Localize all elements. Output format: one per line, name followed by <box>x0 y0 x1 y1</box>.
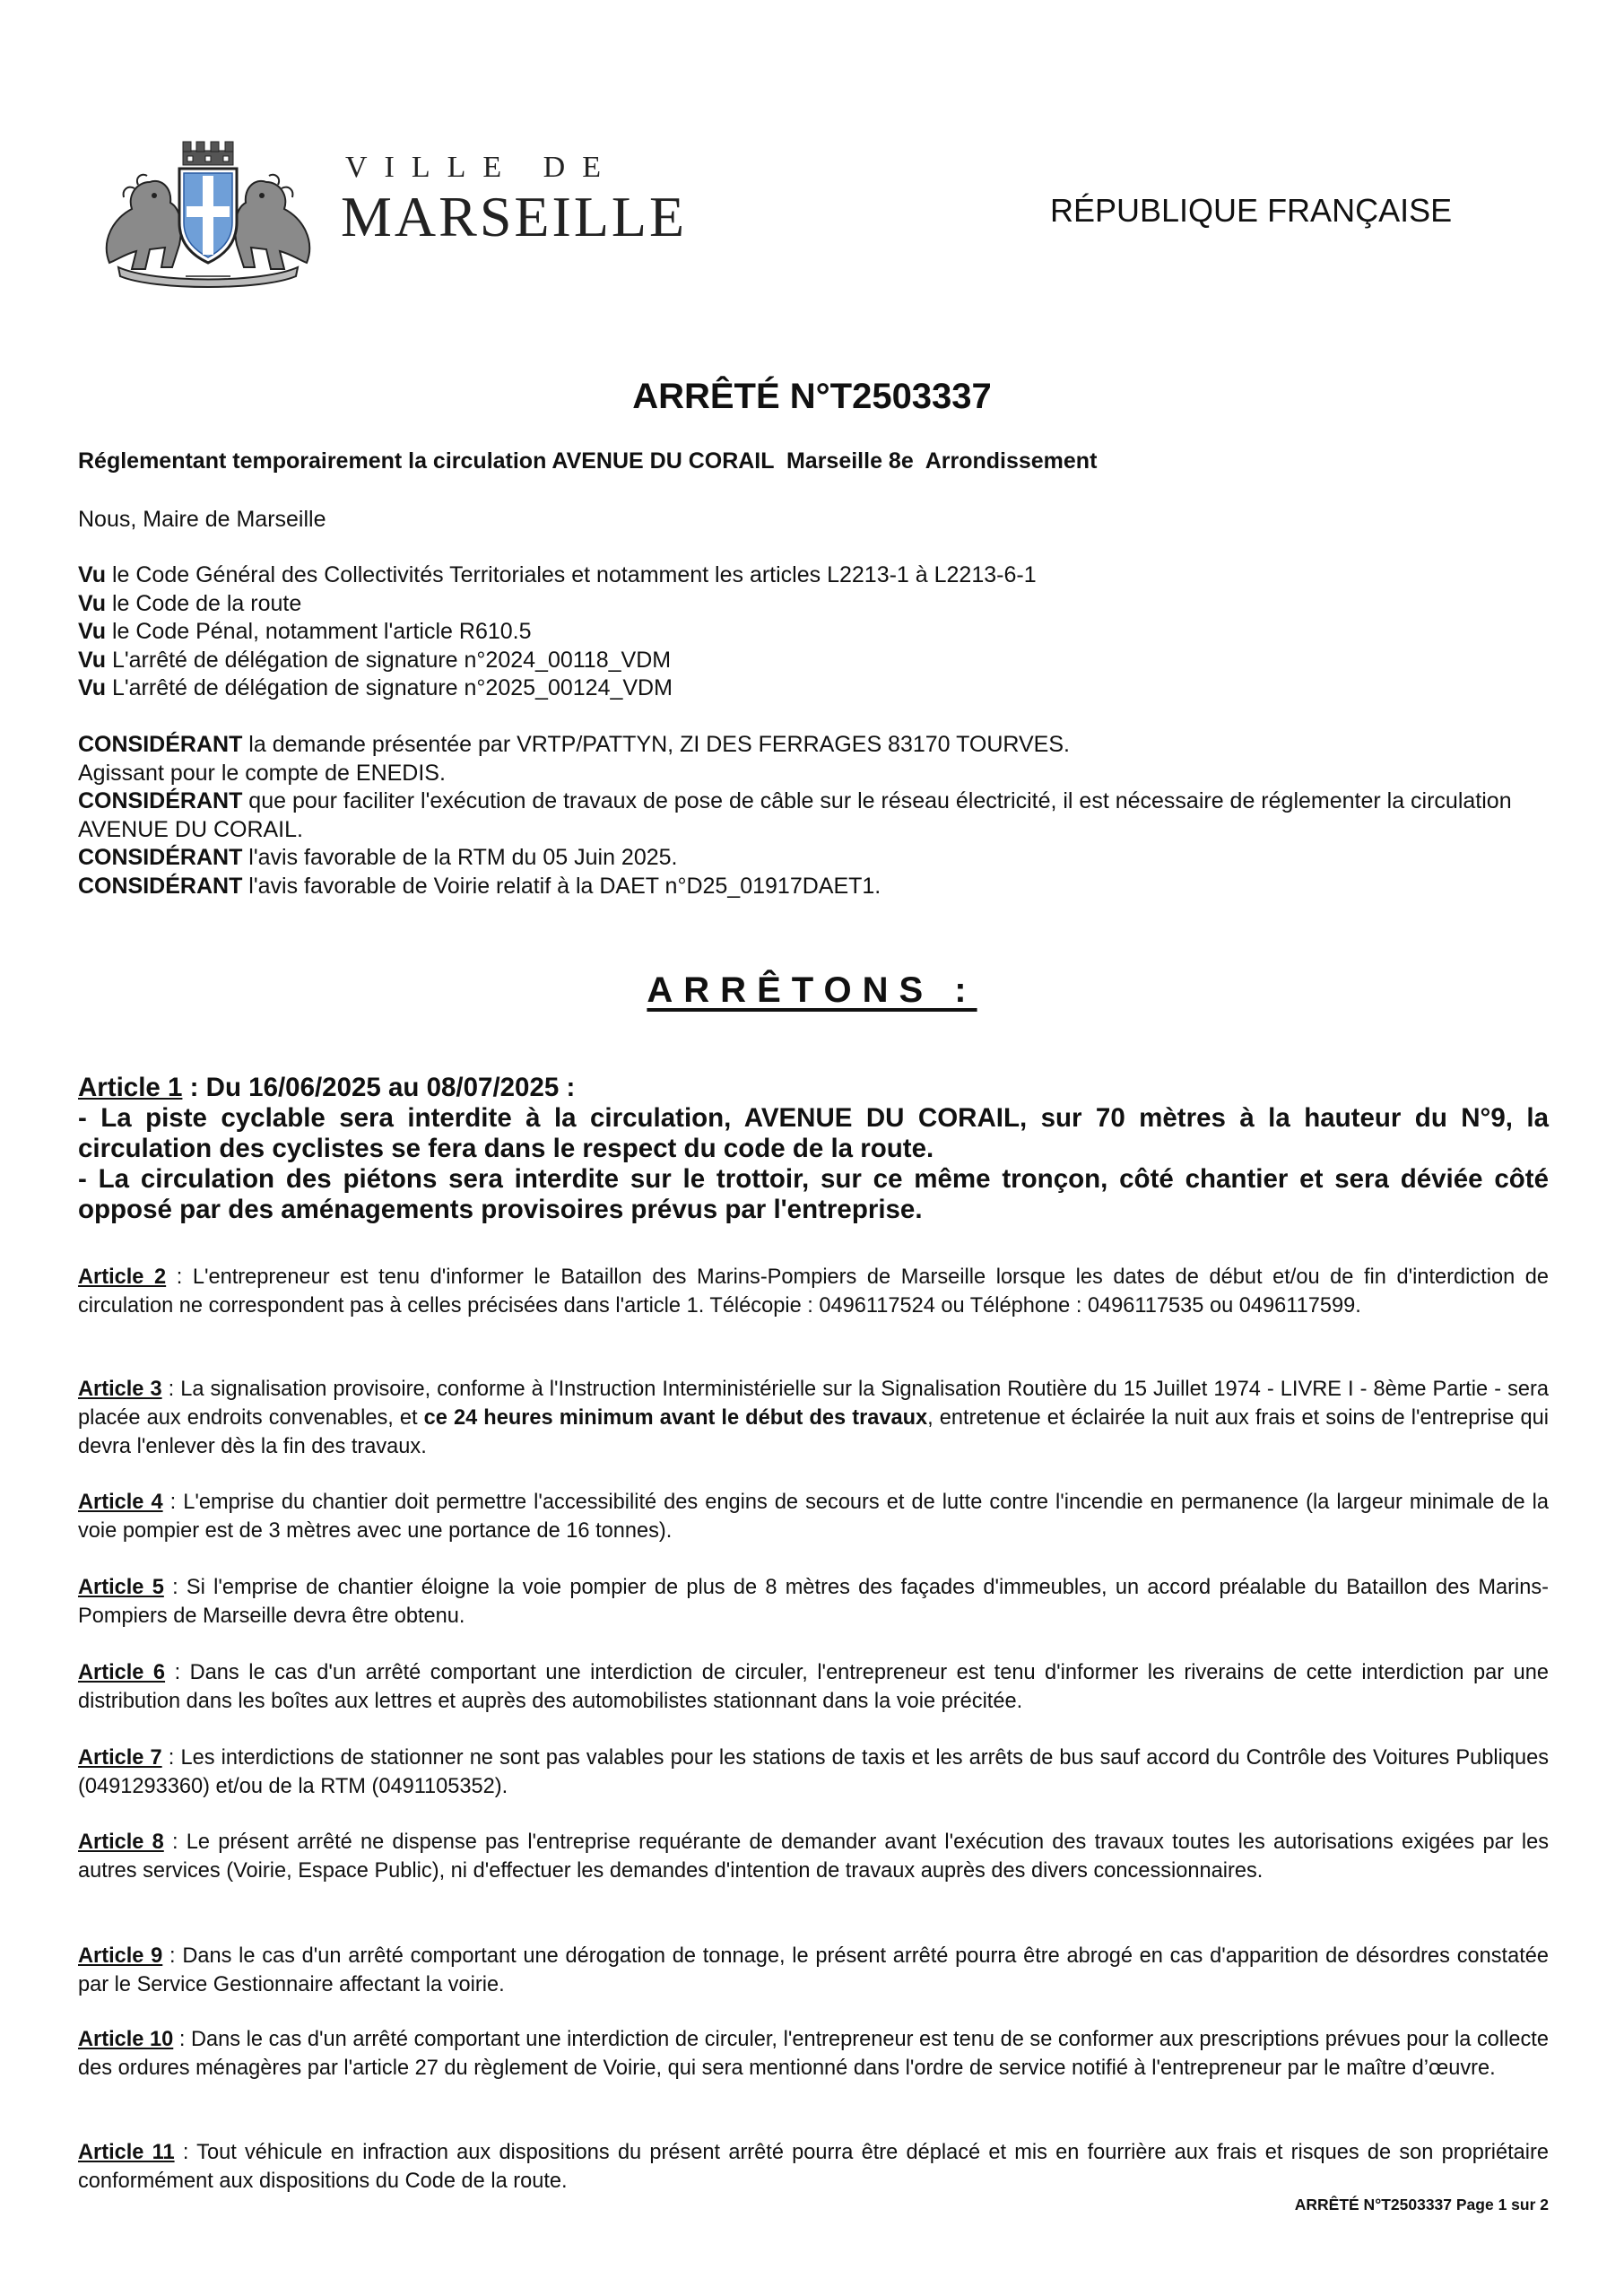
article-text: : Dans le cas d'un arrêté comportant une dérogation de tonnage, le présent arrêté pourra être abrogé en cas d'apparition de désordres constatée par le Service Gestionnaire affectant la voirie. <box>78 1944 1550 1996</box>
vu-block <box>78 561 1549 703</box>
article-2 <box>78 1263 1549 1320</box>
republique-francaise-heading: RÉPUBLIQUE FRANÇAISE <box>1050 192 1453 229</box>
logo-text-marseille: MARSEILLE <box>341 185 688 248</box>
vu-label: Vu <box>78 647 107 673</box>
article-3 <box>78 1375 1549 1461</box>
vu-text: le Code Pénal, notamment l'article R610.5 <box>106 619 532 644</box>
vu-line <box>78 647 1549 675</box>
vu-label: Vu <box>78 619 107 644</box>
article-8 <box>78 1828 1549 1885</box>
considerant-line: Agissant pour le compte de ENEDIS. <box>78 760 446 786</box>
article-label: Article 10 <box>78 2028 174 2051</box>
article-text: : Si l'emprise de chantier éloigne la voie pompier de plus de 8 mètres des façades d'immeubles, un accord préalable du Bataillon des Marins-Pompiers de Marseille devra être obtenu. <box>78 1576 1550 1628</box>
article-6 <box>78 1658 1549 1716</box>
article-text: : Le présent arrêté ne dispense pas l'entreprise requérante de demander avant l'exécution des travaux toutes les autorisations exigées par les autres services (Voirie, Espace Public), ni d'effectuer les demandes d'intention de travaux auprès des divers concessionnaires. <box>78 1831 1549 1883</box>
page-footer: ARRÊTÉ N°T2503337 Page 1 sur 2 <box>1294 2196 1549 2213</box>
considerant-block <box>78 731 1549 900</box>
article-4 <box>78 1488 1549 1545</box>
considerant-line <box>78 731 1549 760</box>
considerant-label: CONSIDÉRANT <box>78 732 243 757</box>
article-1-line-b: - La circulation des piétons sera interdite sur le trottoir, sur ce même tronçon, côté chantier et sera déviée côté opposé par des aménagements provisoires prévus par l'entreprise. <box>78 1164 1549 1224</box>
article-1-line-a: - La piste cyclable sera interdite à la circulation, AVENUE DU CORAIL, sur 70 mètres à la hauteur du N°9, la circulation des cyclistes se fera dans le respect du code de la route. <box>78 1103 1549 1163</box>
vu-line <box>78 590 1549 619</box>
vu-line <box>78 674 1549 703</box>
article-11 <box>78 2138 1549 2196</box>
vu-line <box>78 618 1549 647</box>
article-1-dates: : Du 16/06/2025 au 08/07/2025 : <box>182 1073 576 1102</box>
logo-text-ville-de: VILLE DE <box>345 151 619 184</box>
article-text: : Tout véhicule en infraction aux dispositions du présent arrêté pourra être déplacé et mis en fourrière aux frais et risques de son propriétaire conformément aux dispositions du Code de la route. <box>78 2141 1549 2193</box>
arrete-subtitle: Réglementant temporairement la circulation AVENUE DU CORAIL Marseille 8e Arrondissement <box>78 448 1098 474</box>
article-7 <box>78 1744 1549 1801</box>
vu-text: le Code Général des Collectivités Territoriales et notamment les articles L2213-1 à L2213-6-1 <box>106 562 1037 587</box>
article-label: Article 8 <box>78 1831 164 1854</box>
article-label: Article 6 <box>78 1661 166 1684</box>
considerant-text: la demande présentée par VRTP/PATTYN, ZI DES FERRAGES 83170 TOURVES. <box>242 732 1070 757</box>
marseille-crest-icon <box>83 133 334 291</box>
considerant-label: CONSIDÉRANT <box>78 873 243 899</box>
article-label: Article 7 <box>78 1746 162 1770</box>
article-label: Article 9 <box>78 1944 163 1968</box>
article-text-bold: ce 24 heures minimum avant le début des travaux <box>423 1406 928 1430</box>
vu-label: Vu <box>78 562 107 587</box>
article-text: : L'entrepreneur est tenu d'informer le Bataillon des Marins-Pompiers de Marseille lorsque les dates de début et/ou de fin d'interdiction de circulation ne correspondent pas à celles précisées dans l'article 1. Télécopie : 0496117524 ou Téléphone : 0496117535 ou 0496117599. <box>78 1265 1550 1318</box>
article-label: Article 5 <box>78 1576 164 1599</box>
ville-de-marseille-logo <box>83 133 688 291</box>
vu-line <box>78 561 1549 590</box>
considerant-line <box>78 844 1549 873</box>
article-text: : Les interdictions de stationner ne sont pas valables pour les stations de taxis et les arrêts de bus sauf accord du Contrôle des Voitures Publiques (0491293360) et/ou de la RTM (0491105352). <box>78 1746 1550 1798</box>
article-10 <box>78 2025 1549 2083</box>
considerant-text: que pour faciliter l'exécution de travaux de pose de câble sur le réseau électricité, il est nécessaire de réglementer la circulation AVENUE DU CORAIL. <box>78 788 1512 842</box>
article-text: : Dans le cas d'un arrêté comportant une interdiction de circuler, l'entrepreneur est tenu de se conformer aux prescriptions prévues pour la collecte des ordures ménagères par l'article 27 du règlement de Voirie, qui sera mentionné dans l'ordre de service notifié à l'entrepreneur par le maître d’œuvre. <box>78 2028 1549 2080</box>
article-text: , entretenue et éclairée la nuit aux frais et soins de l'entreprise qui devra l'enlever dès la fin des travaux. <box>78 1406 1549 1458</box>
article-text: : Dans le cas d'un arrêté comportant une interdiction de circuler, l'entrepreneur est tenu d'informer les riverains de cette interdiction par une distribution dans les boîtes aux lettres et auprès des automobilistes stationnant dans la voie précitée. <box>78 1661 1550 1713</box>
article-label: Article 11 <box>78 2141 175 2164</box>
article-1 <box>78 1073 1549 1225</box>
article-label: Article 2 <box>78 1265 167 1289</box>
vu-label: Vu <box>78 590 107 616</box>
considerant-label: CONSIDÉRANT <box>78 788 243 813</box>
vu-label: Vu <box>78 675 107 700</box>
arretons-heading: ARRÊTONS : <box>647 970 977 1010</box>
arrete-title: ARRÊTÉ N°T2503337 <box>632 377 992 416</box>
considerant-line <box>78 873 1549 901</box>
article-5 <box>78 1573 1549 1631</box>
article-1-heading <box>78 1073 1549 1103</box>
considerant-text: l'avis favorable de la RTM du 05 Juin 2025. <box>242 845 678 870</box>
vu-text: L'arrêté de délégation de signature n°2024_00118_VDM <box>106 647 672 673</box>
article-9 <box>78 1942 1549 1999</box>
article-label: Article 4 <box>78 1491 163 1514</box>
article-text: : La signalisation provisoire, conforme à l'Instruction Interministérielle sur la Signalisation Routière du 15 Juillet 1974 - LIVRE I - 8ème Partie - sera placée aux endroits convenables, et <box>78 1378 1549 1430</box>
vu-text: L'arrêté de délégation de signature n°2025_00124_VDM <box>106 675 673 700</box>
article-label: Article 3 <box>78 1378 162 1401</box>
considerant-text: l'avis favorable de Voirie relatif à la DAET n°D25_01917DAET1. <box>242 873 881 899</box>
considerant-line <box>78 787 1549 844</box>
intro-line: Nous, Maire de Marseille <box>78 507 326 532</box>
article-label: Article 1 <box>78 1073 183 1102</box>
vu-text: le Code de la route <box>106 590 302 616</box>
considerant-label: CONSIDÉRANT <box>78 845 243 870</box>
article-text: : L'emprise du chantier doit permettre l'accessibilité des engins de secours et de lutte contre l'incendie en permanence (la largeur minimale de la voie pompier est de 3 mètres avec une portance de 16 tonnes). <box>78 1491 1550 1543</box>
